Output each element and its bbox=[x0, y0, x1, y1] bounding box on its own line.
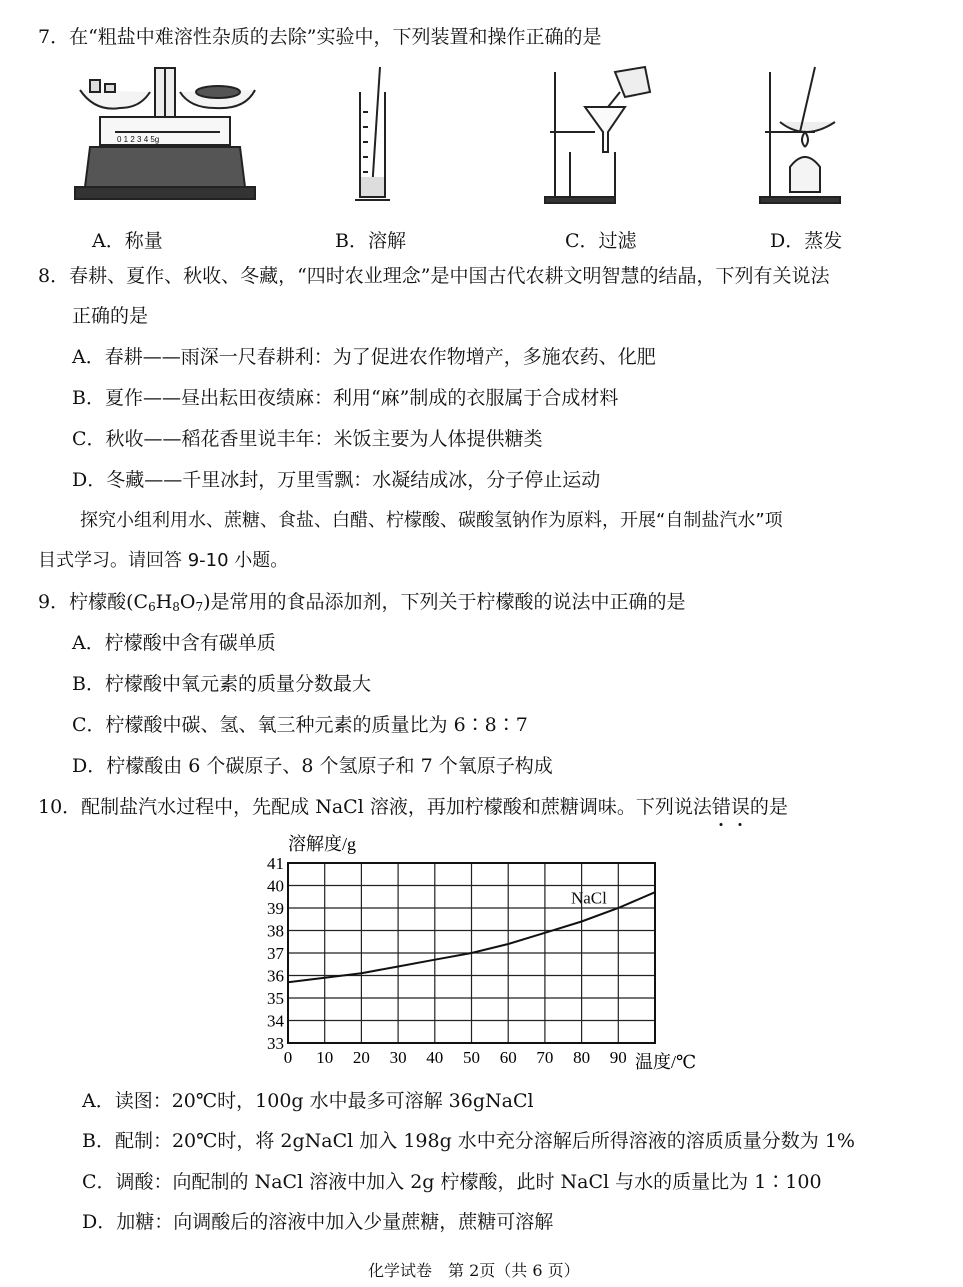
formula-o-count: 7 bbox=[195, 600, 204, 614]
x-tick-label: 10 bbox=[316, 1048, 334, 1067]
balance-illustration bbox=[70, 62, 260, 207]
y-tick-label: 33 bbox=[267, 1034, 284, 1053]
formula-c: C bbox=[133, 591, 149, 613]
x-tick-label: 40 bbox=[426, 1048, 444, 1067]
y-tick-label: 41 bbox=[267, 854, 284, 873]
q8-option-b: B．夏作——昼出耘田夜绩麻：利用“麻”制成的衣服属于合成材料 bbox=[72, 387, 619, 409]
formula-h: H bbox=[155, 591, 173, 613]
q9-option-d: D．柠檬酸由 6 个碳原子、8 个氢原子和 7 个氧原子构成 bbox=[72, 755, 553, 777]
nacl-solubility-chart bbox=[250, 828, 720, 1078]
y-tick-label: 38 bbox=[267, 921, 284, 941]
y-tick-label: 34 bbox=[267, 1011, 284, 1031]
option-c-caption: C．过滤 bbox=[565, 230, 637, 252]
x-tick-label: 20 bbox=[352, 1048, 370, 1067]
x-tick-label: 70 bbox=[536, 1048, 554, 1067]
emphasis-char-2 bbox=[731, 796, 750, 818]
q8-option-d: D．冬藏——千里冰封，万里雪飘：水凝结成冰，分子停止运动 bbox=[72, 469, 601, 491]
x-tick-label: 50 bbox=[463, 1048, 480, 1067]
q10-stem-main: 10．配制盐汽水过程中，先配成 NaCl 溶液，再加柠檬酸和蔗糖调味。下列说法 bbox=[38, 796, 712, 818]
x-tick-label: 30 bbox=[389, 1048, 407, 1067]
option-b-caption: B．溶解 bbox=[335, 230, 406, 252]
y-tick-label: 40 bbox=[267, 876, 284, 896]
emphasis-text-2: 误 bbox=[730, 796, 750, 818]
q10-option-c: C．调酸：向配制的 NaCl 溶液中加入 2g 柠檬酸，此时 NaCl 与水的质量比为 1∶100 bbox=[82, 1171, 822, 1193]
option-d-caption: D．蒸发 bbox=[770, 230, 843, 252]
q8-option-a: A．春耕——雨深一尺春耕利：为了促进农作物增产，多施农药、化肥 bbox=[72, 346, 656, 368]
q9-stem-prefix: 9．柠檬酸( bbox=[38, 591, 134, 613]
q9-option-c: C．柠檬酸中碳、氢、氧三种元素的质量比为 6∶8∶7 bbox=[72, 714, 528, 736]
emphasis-text-1: 错 bbox=[711, 796, 731, 818]
q8-stem: 8．春耕、夏作、秋收、冬藏，“四时农业理念”是中国古代农耕文明智慧的结晶，下列有关说法 bbox=[38, 265, 830, 287]
y-axis-label: 溶解度/g bbox=[288, 834, 357, 854]
q10-option-d: D．加糖：向调酸后的溶液中加入少量蔗糖，蔗糖可溶解 bbox=[82, 1211, 554, 1233]
q10-option-a: A．读图：20℃时，100g 水中最多可溶解 36gNaCl bbox=[82, 1090, 534, 1112]
y-tick-label: 35 bbox=[267, 989, 284, 1008]
x-tick-label: 90 bbox=[609, 1048, 627, 1067]
q9-option-a: A．柠檬酸中含有碳单质 bbox=[72, 632, 276, 654]
evaporation-illustration bbox=[755, 62, 855, 207]
y-tick-label: 39 bbox=[267, 899, 284, 918]
y-tick-label: 37 bbox=[267, 944, 284, 963]
x-tick-label: 0 bbox=[283, 1048, 293, 1067]
x-tick-label: 80 bbox=[573, 1048, 591, 1067]
q9-stem-suffix: )是常用的食品添加剂，下列关于柠檬酸的说法中正确的是 bbox=[203, 591, 686, 613]
formula-c-count: 6 bbox=[148, 600, 156, 614]
series-label-nacl: NaCl bbox=[570, 888, 607, 908]
intro-line-2: 目式学习。请回答 9-10 小题。 bbox=[38, 550, 289, 571]
intro-line-1: 探究小组利用水、蔗糖、食盐、白醋、柠檬酸、碳酸氢钠作为原料，开展“自制盐汽水”项 bbox=[80, 510, 783, 531]
q10-stem-end: 的是 bbox=[749, 796, 788, 818]
page-footer: 化学试卷 第 2页（共 6 页） bbox=[368, 1261, 580, 1280]
q8-option-c: C．秋收——稻花香里说丰年：米饭主要为人体提供糖类 bbox=[72, 428, 543, 450]
svg-text:0 1 2 3 4 5g: 0 1 2 3 4 5g bbox=[117, 135, 160, 144]
emphasis-char-1 bbox=[712, 796, 731, 818]
emphasis-dot-2 bbox=[739, 823, 742, 826]
q7-stem: 7．在“粗盐中难溶性杂质的去除”实验中，下列装置和操作正确的是 bbox=[38, 26, 602, 48]
q8-stem-continued: 正确的是 bbox=[72, 305, 149, 327]
y-tick-label: 36 bbox=[267, 966, 284, 986]
graduated-cylinder-illustration bbox=[350, 62, 400, 207]
q9-stem bbox=[38, 593, 686, 613]
q10-option-b: B．配制：20℃时，将 2gNaCl 加入 198g 水中充分溶解后所得溶液的溶质质量分数为 1% bbox=[82, 1130, 855, 1152]
formula-h-count: 8 bbox=[172, 600, 180, 614]
option-a-caption: A．称量 bbox=[92, 230, 163, 252]
x-tick-label: 60 bbox=[499, 1048, 517, 1067]
x-axis-label: 温度/℃ bbox=[635, 1052, 697, 1072]
formula-o: O bbox=[179, 591, 196, 613]
emphasis-dot-1 bbox=[720, 823, 723, 826]
filtration-illustration bbox=[540, 62, 670, 207]
q9-option-b: B．柠檬酸中氧元素的质量分数最大 bbox=[72, 673, 371, 695]
q10-stem bbox=[38, 798, 788, 817]
